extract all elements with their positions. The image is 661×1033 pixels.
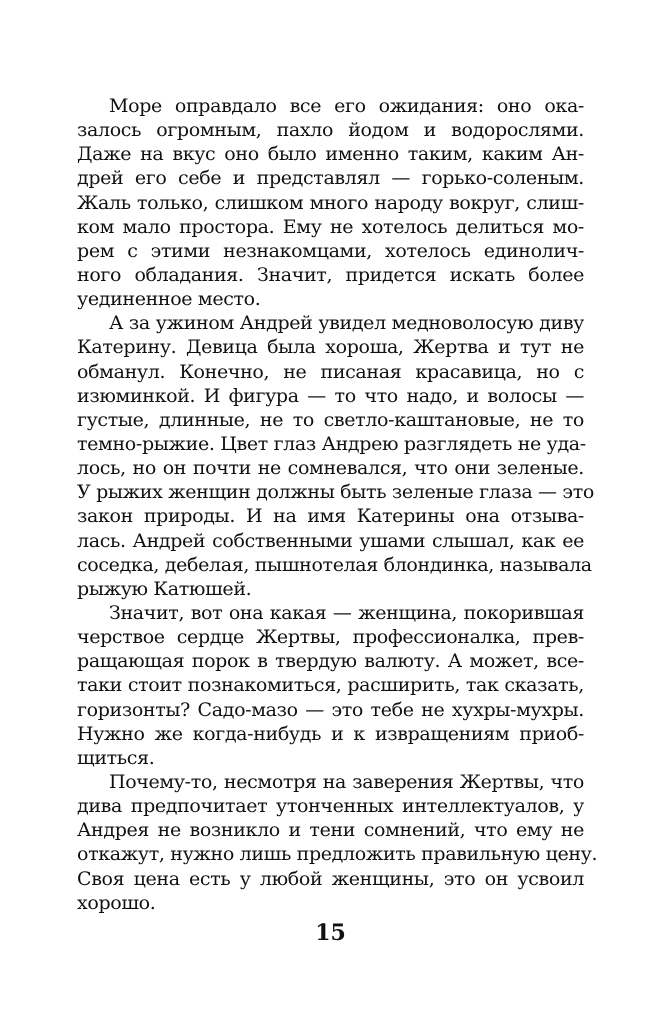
text-line: рем с этими незнакомцами, хотелось единолич-	[77, 239, 584, 262]
text-line: изюминкой. И фигура — то что надо, и волосы —	[77, 384, 584, 407]
paragraph	[77, 601, 584, 770]
text-line: таки стоит познакомиться, расширить, так сказать,	[77, 674, 584, 697]
paragraph	[77, 94, 584, 311]
book-page-text	[77, 94, 598, 915]
text-line: горизонты? Садо-мазо — это тебе не хухры-мухры.	[77, 698, 584, 721]
text-line: Значит, вот она какая — женщина, покорившая	[109, 601, 584, 624]
text-line: ком мало простора. Ему не хотелось делиться мо-	[77, 215, 584, 238]
text-line: рыжую Катюшей.	[77, 577, 252, 600]
text-line: откажут, нужно лишь предложить правильную цену.	[77, 843, 598, 866]
text-line: Андрея не возникло и тени сомнений, что ему не	[77, 819, 584, 842]
text-line: Катерину. Девица была хороша, Жертва и тут не	[77, 336, 584, 359]
text-line: дрей его себе и представлял — горько-соленым.	[77, 167, 584, 190]
text-line: залось огромным, пахло йодом и водорослями.	[77, 119, 584, 142]
text-line: У рыжих женщин должны быть зеленые глаза — это	[77, 481, 594, 504]
paragraph	[77, 311, 594, 601]
text-line: Море оправдало все его ожидания: оно ока-	[109, 95, 584, 117]
text-line: уединенное место.	[77, 288, 261, 311]
text-line: А за ужином Андрей увидел медноволосую диву	[109, 312, 584, 335]
text-line: густые, длинные, не то светло-каштановые, не то	[77, 408, 584, 431]
text-line: лось, но он почти не сомневался, что они зеленые.	[77, 457, 584, 480]
text-line: соседка, дебелая, пышнотелая блондинка, называла	[77, 553, 592, 576]
text-line: Жаль только, слишком много народу вокруг, слиш-	[77, 191, 584, 214]
text-line: ращающая порок в твердую валюту. А может, все-	[77, 650, 584, 673]
paragraph	[77, 770, 598, 915]
text-line: Своя цена есть у любой женщины, это он усвоил	[77, 867, 584, 890]
text-line: Нужно же когда-нибудь и к извращениям приоб-	[77, 722, 584, 745]
text-line: черствое сердце Жертвы, профессионалка, прев-	[77, 626, 584, 649]
text-line: Почему-то, несмотря на заверения Жертвы, что	[109, 770, 584, 793]
text-line: лась. Андрей собственными ушами слышал, как ее	[77, 529, 584, 552]
text-line: закон природы. И на имя Катерины она отзыва-	[77, 505, 584, 528]
text-line: щиться.	[77, 746, 155, 769]
text-line: Даже на вкус оно было именно таким, каким Ан-	[77, 143, 584, 166]
page-number: 15	[315, 920, 346, 946]
text-line: обманул. Конечно, не писаная красавица, но с	[77, 360, 584, 383]
text-line: хорошо.	[77, 891, 156, 914]
text-line: ного обладания. Значит, придется искать более	[77, 263, 584, 286]
text-line: темно-рыжие. Цвет глаз Андрею разглядеть не уда-	[77, 432, 586, 455]
text-line: дива предпочитает утонченных интеллектуалов, у	[77, 795, 584, 818]
